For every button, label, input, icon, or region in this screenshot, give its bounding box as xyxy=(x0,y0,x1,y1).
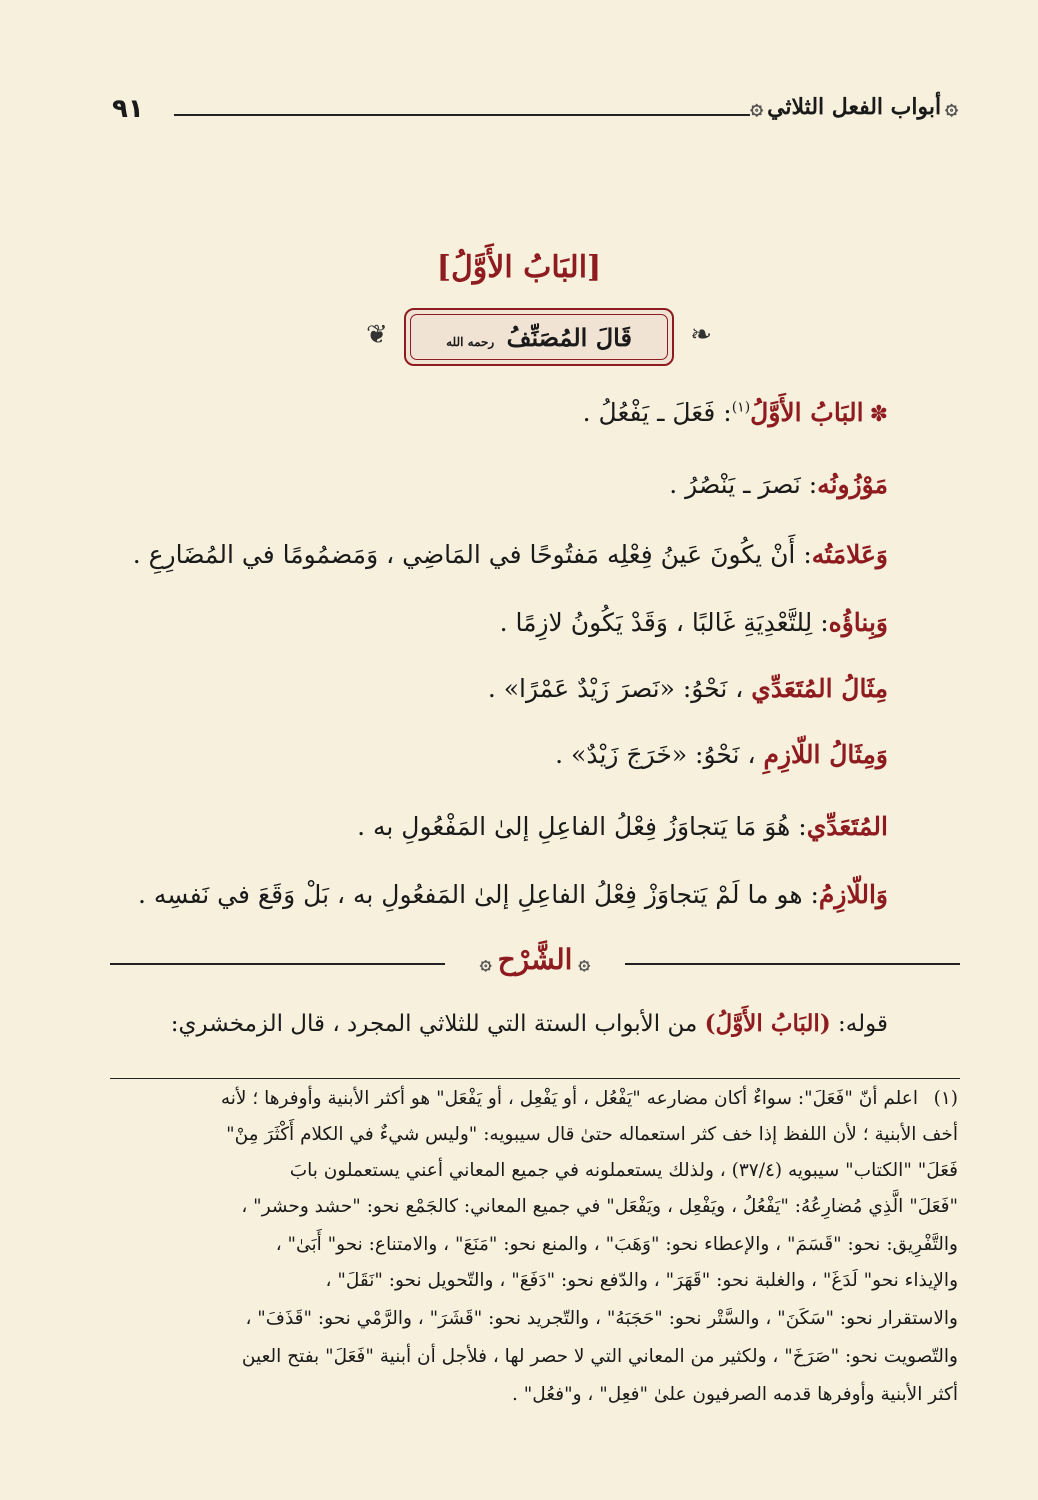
honorific: رحمه الله xyxy=(446,334,495,349)
matn-text: : أَنْ يكُونَ عَينُ فِعْلِه مَفتُوحًا في المَاضِي ، وَمَضمُومًا في المُضَارِعِ . xyxy=(132,540,812,569)
matn-label: البَابُ الأَوَّلُ xyxy=(750,398,864,427)
matn-text: ، نَحْوُ: «نَصرَ زَيْدٌ عَمْرًا» . xyxy=(487,674,752,703)
sharh-quote: (البَابُ الأَوَّلُ) xyxy=(704,1010,831,1037)
sharh-divider xyxy=(110,943,960,983)
ornament-icon: ۞ xyxy=(750,94,764,120)
matn-text: : نَصرَ ـ يَنْصُرُ . xyxy=(669,470,818,499)
matn-text: : فَعَلَ ـ يَفْعُلُ . xyxy=(582,398,732,427)
matn-line xyxy=(110,812,888,841)
header-title xyxy=(746,94,962,120)
matn-label: مِثَالُ المُتَعَدِّي xyxy=(751,674,888,703)
footnote-rule xyxy=(110,1078,960,1079)
author-label: قَالَ المُصَنِّفُ xyxy=(506,322,632,352)
ornament-icon: ۞ xyxy=(945,94,958,120)
sharh-rest: من الأبواب الستة التي للثلاثي المجرد ، قال الزمخشري: xyxy=(170,1011,698,1037)
matn-label: وَبِناؤُه xyxy=(828,608,888,637)
footnote-number: (١) xyxy=(933,1088,958,1109)
ornament-icon: ۞ xyxy=(578,950,591,974)
ornament-icon: ۞ xyxy=(479,950,492,974)
matn-line xyxy=(110,398,888,427)
footnote-line: والاستقرار نحو: "سَكَنَ" ، والسَّتْر نحو: "حَجَبَهُ" ، والتّجريد نحو: "قَشَرَ" ، والرَّمْي نحو: "قَذَفَ" ، xyxy=(245,1308,958,1329)
footnote-line: فَعَلَ" "الكتاب" سيبويه (٣٧/٤) ، ولذلك يستعملونه في جميع المعاني أعني يستعملون بابَ xyxy=(289,1160,958,1181)
matn-line xyxy=(110,470,888,499)
footnote-line: والتَّفْرِيق: نحو: "قَسَمَ" ، والإعطاء نحو: "وَهَبَ" ، والمنع نحو: "مَنَعَ" ، والامتناع: نحو" أَبَىٰ" ، xyxy=(275,1234,958,1255)
footnote-line: والإيذاء نحو" لَدَغَ" ، والغلبة نحو: "قَهَرَ" ، والدّفع نحو: "دَفَعَ" ، والتّحويل نحو: "نَقَلَ" ، xyxy=(325,1270,958,1291)
footnote-line: أخف الأبنية ؛ لأن اللفظ إذا خف كثر استعماله حتىٰ قال سيبويه: "وليس شيءٌ في الكلام أَكْثَرَ مِنْ" xyxy=(226,1124,958,1145)
footnote-line: اعلم أنّ "فَعَلَ": سواءٌ أكان مضارعه "يَفْعُل ، أو يَفْعِل ، أو يَفْعَل" هو أكثر الأبنية وأوفرها ؛ لأنه xyxy=(220,1088,918,1109)
matn-line xyxy=(110,880,888,909)
header-title-text: أبواب الفعل الثلاثي xyxy=(767,94,942,120)
footnote-line: أكثر الأبنية وأوفرها قدمه الصرفيون علىٰ "فعِل" ، و"فعُل" . xyxy=(512,1384,958,1405)
fleuron-icon: ❧ xyxy=(690,320,712,350)
matn-line xyxy=(110,540,888,569)
sharh-title xyxy=(110,943,960,976)
sharh-line xyxy=(110,1010,888,1037)
asterisk-icon: ✽ xyxy=(869,402,888,427)
footnote-line: والتّصويت نحو: "صَرَخَ" ، ولكثير من المعاني التي لا حصر لها ، فلأجل أن أبنية "فَعَلَ" بفتح العين xyxy=(241,1346,958,1367)
page-number: ٩١ xyxy=(112,94,144,124)
cartouche-frame xyxy=(404,308,674,366)
matn-label: وَاللّازِمُ xyxy=(818,880,888,909)
matn-text: ، نَحْوُ: «خَرَجَ زَيْدٌ» . xyxy=(555,740,764,769)
fleuron-icon: ❦ xyxy=(366,320,388,350)
matn-line xyxy=(110,608,888,637)
header-rule xyxy=(174,114,750,116)
matn-text: : هو ما لَمْ يَتجاوَزْ فِعْلُ الفاعِلِ إلىٰ المَفعُولِ به ، بَلْ وَقَعَ في نَفسِه . xyxy=(137,880,819,909)
cartouche-text xyxy=(446,323,632,352)
matn-text: : هُوَ مَا يَتجاوَزُ فِعْلُ الفاعِلِ إلىٰ المَفْعُولِ به . xyxy=(357,812,807,841)
running-header xyxy=(112,92,962,132)
sharh-title-text: الشَّرْح xyxy=(497,943,573,976)
matn-label: المُتَعَدِّي xyxy=(806,812,888,841)
author-cartouche xyxy=(364,300,714,372)
matn-label: وَعَلامَتُه xyxy=(811,540,888,569)
matn-line xyxy=(110,674,888,703)
matn-line xyxy=(110,740,888,769)
sharh-intro: قوله: xyxy=(838,1011,888,1037)
chapter-title: [البَابُ الأَوَّلُ] xyxy=(436,250,602,285)
matn-label: وَمِثَالُ اللّازِمِ xyxy=(763,740,888,769)
matn-label: مَوْزُونُه xyxy=(817,470,888,499)
footnote-ref: (١) xyxy=(731,399,751,416)
matn-text: : لِلتَّعْدِيَةِ غَالبًا ، وَقَدْ يَكُونُ لازِمًا . xyxy=(499,608,829,637)
footnote-line: "فَعَلَ" الَّذِي مُضارِعُهُ: "يَفْعُلُ ، ويَفْعِل ، ويَفْعَل" في جميع المعاني: كالجَمْع نحو: "حشد وحشر" ، xyxy=(241,1196,958,1217)
